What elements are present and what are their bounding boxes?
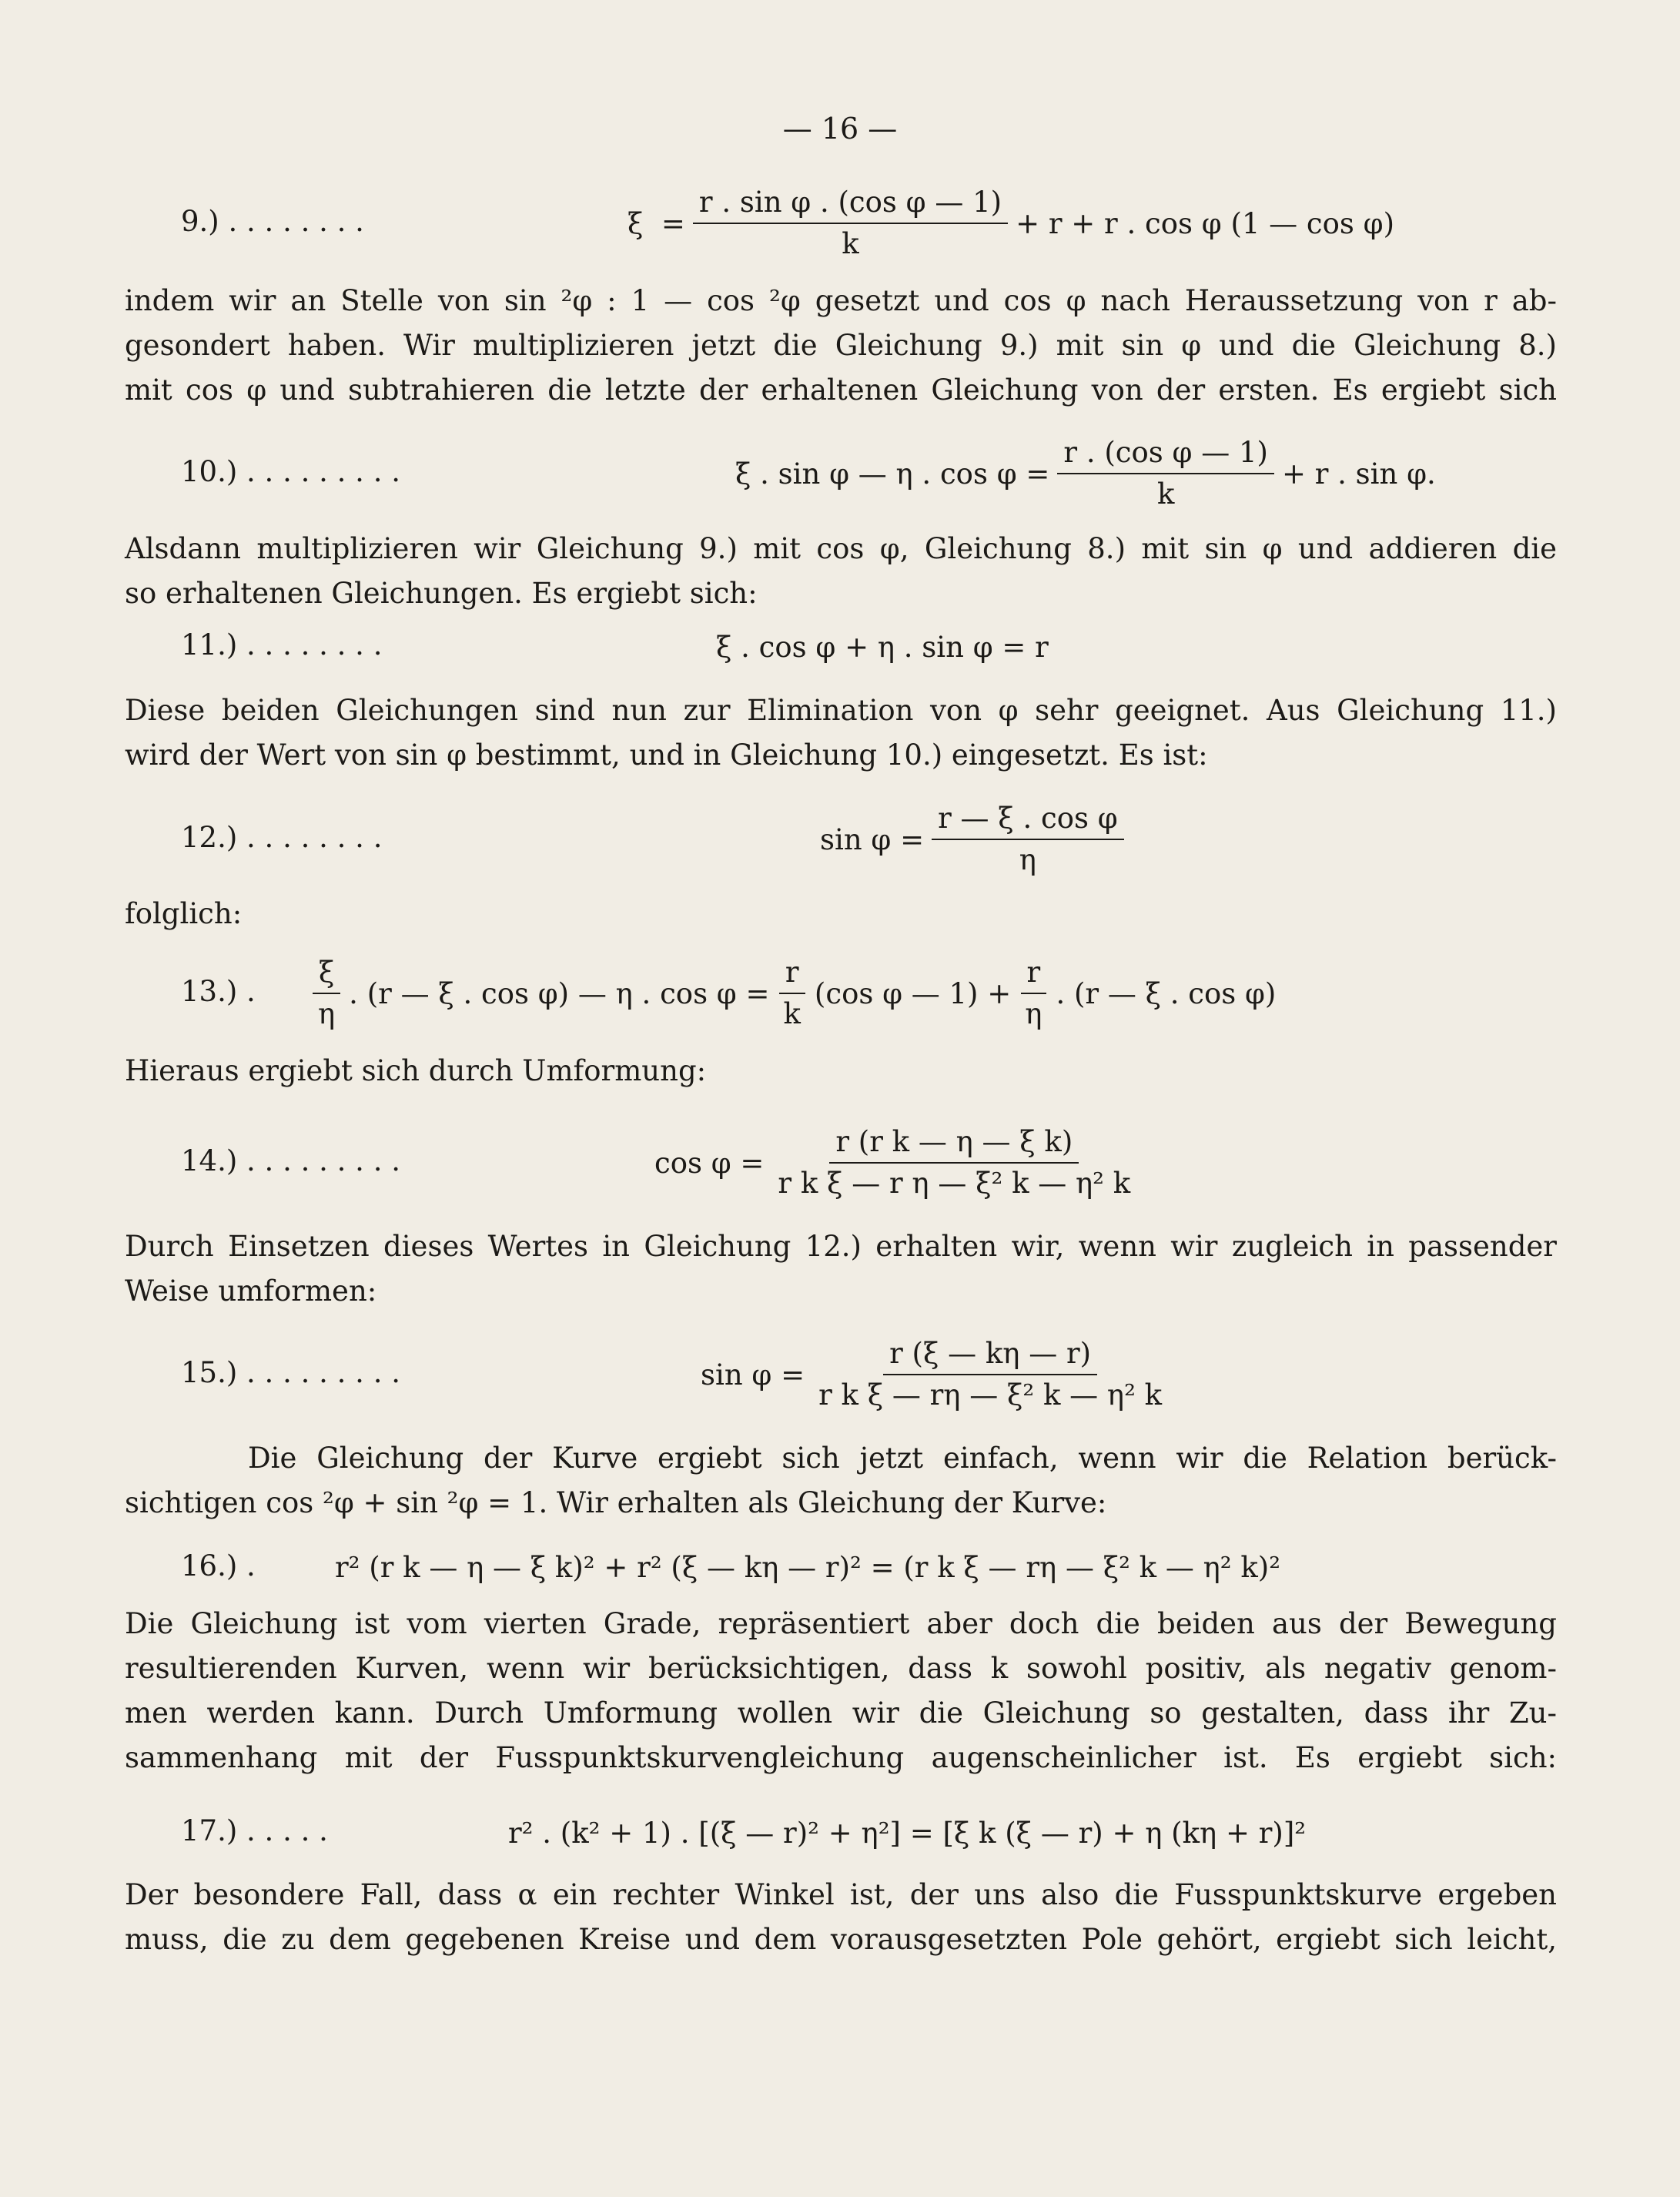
equation-label: 9.) . . . . . . . . <box>181 205 364 238</box>
equation-11 <box>0 608 1680 685</box>
fraction-denominator: η <box>1025 997 1042 1030</box>
text-line: indem wir an Stelle von sin ²φ : 1 — cos ²φ gesetzt und cos φ nach Heraussetzung von r ab- <box>125 284 1557 317</box>
text-line: Durch Einsetzen dieses Wertes in Gleichung 12.) erhalten wir, wenn wir zugleich in passender <box>125 1230 1557 1263</box>
formula-lhs: cos φ = <box>654 1146 765 1180</box>
equation-formula <box>508 1794 1306 1871</box>
equation-label: 10.) . . . . . . . . . <box>181 455 400 488</box>
formula-text: r² (r k — η — ξ k)² + r² (ξ — kη — r)² = (r k ξ — rη — ξ² k — η² k)² <box>335 1550 1281 1584</box>
text-line: Die Gleichung der Kurve ergiebt sich jetzt einfach, wenn wir die Relation berück- <box>248 1442 1557 1475</box>
fraction-numerator: r (r k — η — ξ k) <box>829 1125 1079 1164</box>
text-line: gesondert haben. Wir multiplizieren jetzt die Gleichung 9.) mit sin φ und die Gleichung 8.) <box>125 329 1557 362</box>
fraction <box>771 1125 1136 1201</box>
formula-text: r² . (k² + 1) . [(ξ — r)² + η²] = [ξ k (ξ — r) + η (kη + r)]² <box>508 1816 1307 1850</box>
text-line: Hieraus ergiebt sich durch Umformung: <box>125 1054 707 1087</box>
formula-lhs: sin φ = <box>701 1358 805 1392</box>
equation-label: 12.) . . . . . . . . <box>181 821 383 854</box>
formula-lhs: sin φ = <box>820 822 925 856</box>
fraction <box>1057 436 1274 511</box>
text-line: so erhaltenen Gleichungen. Es ergiebt sich: <box>125 577 758 610</box>
paragraph-6 <box>125 1224 1557 1314</box>
text-line: muss, die zu dem gegebenen Kreise und dem vorausgesetzten Pole gehört, ergiebt sich leicht, <box>125 1923 1557 1956</box>
fraction-denominator: r k ξ — rη — ξ² k — η² k <box>818 1378 1163 1412</box>
fraction-denominator: η <box>318 997 336 1030</box>
fraction <box>693 186 1008 261</box>
text-line: Alsdann multiplizieren wir Gleichung 9.) mit cos φ, Gleichung 8.) mit sin φ und addieren die <box>125 532 1557 565</box>
text-line: Der besondere Fall, dass α ein rechter Winkel ist, der uns also die Fusspunktskurve ergeben <box>125 1878 1557 1911</box>
text-line: men werden kann. Durch Umformung wollen wir die Gleichung so gestalten, dass ihr Zu- <box>125 1696 1557 1730</box>
page-number: — 16 — <box>782 112 898 146</box>
fraction-numerator: ξ <box>313 956 340 994</box>
formula-rest: + r . sin φ. <box>1281 457 1436 491</box>
equation-formula <box>304 947 1276 1040</box>
fraction-denominator: k <box>1156 477 1175 511</box>
equation-formula <box>627 177 1394 270</box>
equation-16 <box>0 1532 1680 1602</box>
formula-rest: + r + r . cos φ (1 — cos φ) <box>1016 206 1395 240</box>
equation-label: 13.) . <box>181 975 256 1008</box>
paragraph-5 <box>125 1049 1557 1093</box>
fraction-denominator: r k ξ — r η — ξ² k — η² k <box>778 1167 1131 1200</box>
fraction-numerator: r — ξ . cos φ <box>932 802 1124 840</box>
equation-formula <box>654 1117 1144 1209</box>
paragraph-2 <box>125 527 1557 616</box>
text-line: wird der Wert von sin φ bestimmt, und in Gleichung 10.) eingesetzt. Es ist: <box>125 738 1208 772</box>
equation-formula <box>701 1328 1176 1421</box>
formula-middle: (cos φ — 1) + <box>814 976 1012 1010</box>
fraction <box>812 1337 1168 1412</box>
formula-text: ξ . cos φ + η . sin φ = r <box>716 630 1049 664</box>
equation-label: 16.) . <box>181 1549 256 1582</box>
text-line: resultierenden Kurven, wenn wir berücksichtigen, dass k sowohl positiv, als negativ genom- <box>125 1652 1557 1685</box>
equation-label: 11.) . . . . . . . . <box>181 628 383 661</box>
fraction <box>932 802 1124 877</box>
equation-label: 14.) . . . . . . . . . <box>181 1144 400 1177</box>
fraction <box>312 956 341 1031</box>
paragraph-3 <box>125 688 1557 778</box>
text-line: folglich: <box>125 897 243 930</box>
fraction-numerator: r . (cos φ — 1) <box>1057 436 1274 474</box>
equation-14 <box>0 1117 1680 1209</box>
formula-lhs: ξ = <box>627 206 685 240</box>
equation-formula <box>820 793 1132 886</box>
paragraph-1 <box>125 279 1557 413</box>
fraction-denominator: k <box>842 227 859 260</box>
fraction <box>777 956 806 1031</box>
equation-label: 17.) . . . . . <box>181 1814 328 1847</box>
paragraph-4 <box>125 892 1557 936</box>
formula-rest: . (r — ξ . cos φ) <box>1056 976 1277 1010</box>
text-line: Die Gleichung ist vom vierten Grade, repräsentiert aber doch die beiden aus der Bewegung <box>125 1607 1557 1640</box>
paragraph-7 <box>125 1436 1557 1526</box>
formula-middle: . (r — ξ . cos φ) — η . cos φ = <box>349 976 770 1010</box>
equation-10 <box>0 427 1680 520</box>
fraction-numerator: r . sin φ . (cos φ — 1) <box>693 186 1008 224</box>
text-line: sammenhang mit der Fusspunktskurvengleichung augenscheinlicher ist. Es ergiebt sich: <box>125 1741 1557 1774</box>
text-line: Diese beiden Gleichungen sind nun zur Elimination von φ sehr geeignet. Aus Gleichung 11.) <box>125 694 1557 727</box>
fraction-denominator: k <box>783 997 801 1030</box>
fraction-numerator: r <box>1021 956 1047 994</box>
fraction-numerator: r <box>779 956 805 994</box>
equation-formula <box>735 427 1436 520</box>
equation-13 <box>0 947 1680 1040</box>
equation-formula <box>335 1532 1280 1602</box>
equation-label: 15.) . . . . . . . . . <box>181 1356 400 1389</box>
paragraph-9 <box>125 1873 1557 1962</box>
fraction-numerator: r (ξ — kη — r) <box>883 1337 1097 1375</box>
text-line: sichtigen cos ²φ + sin ²φ = 1. Wir erhalten als Gleichung der Kurve: <box>125 1486 1107 1519</box>
fraction-denominator: η <box>1019 843 1036 876</box>
equation-12 <box>0 793 1680 886</box>
fraction <box>1019 956 1048 1031</box>
equation-15 <box>0 1328 1680 1421</box>
text-line: mit cos φ und subtrahieren die letzte der erhaltenen Gleichung von der ersten. Es ergiebt sich <box>125 373 1557 407</box>
equation-formula <box>716 608 1049 685</box>
equation-17 <box>0 1794 1680 1871</box>
paragraph-8 <box>125 1602 1557 1780</box>
text-line: Weise umformen: <box>125 1274 377 1308</box>
formula-lhs: ξ . sin φ — η . cos φ = <box>735 457 1050 491</box>
equation-9 <box>0 177 1680 270</box>
